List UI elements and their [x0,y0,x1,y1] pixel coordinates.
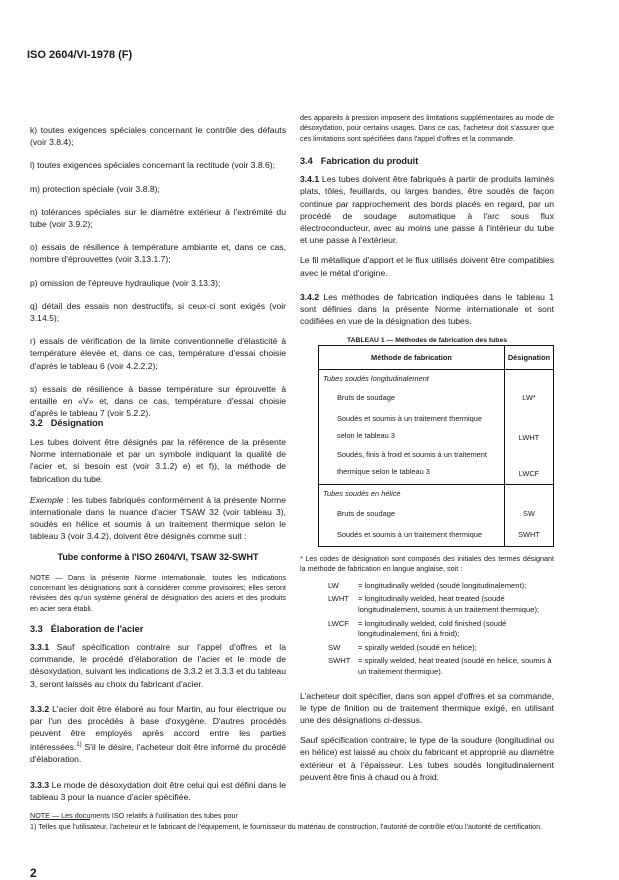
section-3-2 [30,418,286,614]
definition-code: SW [328,642,341,652]
table-row [319,524,554,546]
paragraph [30,703,286,766]
definition-code: LWCF [328,618,349,628]
designation-definitions [328,581,554,681]
table-row [319,502,554,524]
paragraph: Le fil métallique d'apport et le flux utilisés doivent être compatibles avec le métal d'origine. [300,255,554,278]
definition-code: SWHT [328,656,351,666]
footnote: 1) Telles que l'utilisateur, l'acheteur et le fabricant de l'équipement, le fournisseur du matériau de construction, l'autorité de contrôle et/ou l'autorité de certification. [30,822,543,831]
designation-cell: SWHT [518,530,540,540]
designation-cell: LWHT [518,432,540,442]
definition-code: LWHT [328,594,349,604]
table-row [319,446,554,485]
section-heading [30,418,286,428]
list-item: p) omission de l'épreuve hydraulique (voir 3.13.3); [30,277,221,288]
paragraph: L'acheteur doit spécifier, dans son appel d'offres et sa commande, le type de finition ou de traitement thermique exigé, en utilisant une des désignations ci-dessus. [300,690,554,725]
list-item: l) toutes exigences spéciales concernant la rectitude (voir 3.8.6); [30,160,276,171]
clause-text: Sauf spécification contraire sur l'appel d'offres et la commande, le procédé d'élaboration de l'acier et le mode de désoxydation, suivant les indications de 3.3.2 et 3.3.3 et du tableau 3, seront laissés au choix du fabricant d'acier. [30,642,286,689]
method-cell: Soudés et soumis à un traitement thermique [319,524,505,546]
section-title: Élaboration de l'acier [50,624,144,634]
designation-cell: LW* [522,393,536,402]
clause-number: 3.3.1 [30,642,50,652]
footnote-star: * Les codes de désignation sont composés des initiales des termes désignant la méthode de fabrication en langue anglaise, soit : [300,554,554,574]
paragraph: Les tubes doivent être désignés par la référence de la présente Norme internationale et par un symbole indiquant la qualité de l'acier et, si besoin est (voir 3.1.2) e) et f)), la méthode de fabrication du tube. [30,437,286,484]
section-title: Fabrication du produit [320,156,419,167]
note-continued: des appareils à pression imposent des limitations supplémentaires au mode de désoxydation, pour certains usages. Dans ce cas, l'acheteur doit s'assurer que ces limitations sont spécifiées dans l'appel d'offres et la commande. [300,113,554,143]
paragraph [300,173,554,246]
method-cell: Soudés et soumis à un traitement thermique selon le tableau 3 [319,408,505,446]
section-heading [30,624,286,634]
designation-cell: SW [523,508,535,518]
table-header-row [319,346,554,370]
list-item: r) essais de vérification de la limite conventionnelle d'élasticité à température élevée et, dans ce cas, température d'essai choisie d'après le tableau 6 (voir 4.2.2.2); [30,336,286,371]
footnote-divider [30,819,90,820]
clause-number: 3.3.2 [30,703,50,714]
definition-text: = spirally welded, heat treated (soudé en hélice, soumis à un traitement thermique). [358,656,552,676]
paragraph [30,641,286,690]
page-number: 2 [30,866,37,880]
list-item: n) tolérances spéciales sur le diamètre extérieur à l'extrémité du tube (voir 3.9.2); [30,206,286,230]
method-cell: Soudés, finis à froid et soumis à un traitement thermique selon le tableau 3 [319,446,505,485]
clause-text: Les méthodes de fabrication indiquées dans le tableau 1 sont définies dans la présente Norme internationale et sont codifiées en vue de la désignation des tubes. [300,291,554,327]
right-column [300,113,554,349]
method-cell: Bruts de soudage [319,502,505,524]
definition-text: = spirally welded (soudé en hélice); [358,642,477,652]
list-item: q) détail des essais non destructifs, si ceux-ci sont exigés (voir 3.14.5); [30,300,286,324]
clause-number: 3.4.2 [300,291,320,302]
table-footnote [300,554,554,783]
group-title: Tubes soudés en hélice [319,484,505,502]
section-number: 3.4 [300,156,313,167]
clause-text: S'il le désire, l'acheteur doit être informé du procédé d'élaboration. [30,742,286,765]
document-header: ISO 2604/VI-1978 (F) [27,49,133,61]
definition-row [328,643,554,657]
designation-example: Tube conforme à l'ISO 2604/VI, TSAW 32-SWHT [57,551,259,562]
list-item: s) essais de résilience à basse température sur éprouvette à entaille en «V» et, dans ce cas, température d'essai choisie d'après le tableau 7 (voir 5.2.2). [30,383,286,419]
example-label: Exemple [30,494,64,505]
definition-row [328,581,554,595]
clause-number: 3.4.1 [300,174,320,185]
list-item: m) protection spéciale (voir 3.8.8); [30,183,160,194]
table-row [319,408,554,446]
definition-row [328,656,554,680]
list-item: o) essais de résilience à température ambiante et, dans ce cas, nombre d'éprouvettes (voir 3.13.1.7); [30,242,286,265]
definition-row [328,619,554,643]
definition-text: = longitudinally welded (soudé longitudinalement); [358,580,527,590]
table-caption: TABLEAU 1 — Méthodes de fabrication des tubes [347,337,507,345]
clause-number: 3.3.3 [30,779,50,790]
paragraph: Sauf spécification contraire, le type de la soudure (longitudinal ou en hélice) est laissé au choix du fabricant et approprié au diamètre extérieur et à l'épaisseur. Les tubes soudés longitudinalement peuvent être finis à chaud ou à froid. [300,735,554,782]
list-item: k) toutes exigences spéciales concernant le contrôle des défauts (voir 3.8.4); [30,125,286,148]
section-heading [300,156,554,166]
clause-text: Les tubes doivent être fabriqués à partir de produits laminés plats, tôles, feuillards, ou larges bandes, être soudés de façon continue par rapprochement des bords placés en regard, par un procédé de soudage automatique à l'arc sous flux électroconducteur, avec au moins une passe à l'intérieur du tube et une passe à l'extérieur. [300,174,554,246]
fabrication-methods-table [318,345,554,547]
section-number: 3.2 [30,418,43,428]
paragraph [30,779,286,803]
definition-text: = longitudinally welded, heat treated (soudé longitudinalement, soumis à un traitement thermique); [358,594,540,614]
note: NOTE — Dans la présente Norme internationale, toutes les indications concernant les désignations sont à considérer comme provisoires; elles seront révisées dès qu'un système général de désignation des aciers et des produits en acier sera établi. [30,572,286,613]
clause-text: Le mode de désoxydation doit être celui qui est défini dans le tableau 3 pour la nuance d'acier spécifiée. [30,779,286,802]
definition-row [328,594,554,618]
definition-text: = longitudinally welded, cold finished (soudé longitudinalement, fini à froid); [358,618,507,639]
table-row [319,388,554,408]
column-header-method: Méthode de fabrication [319,346,505,370]
example-text: : les tubes fabriqués conformément à la présente Norme internationale dans la nuance d'acier TSAW 32 (voir tableau 3), soudés en hélice et soumis à un traitement thermique selon le tableau 3 (voir 3.4.2), doivent être désignés comme suit : [30,494,286,542]
clause-text: L'acier doit être élaboré au four Martin, au four électrique ou par l'un des procédés à base d'oxygène. D'autres procédés peuvent être employés après accord entre les parties intéressées. [30,703,286,753]
group-title: Tubes soudés longitudinalement [319,370,505,388]
section-title: Désignation [50,418,104,428]
designation-cell: LWCF [518,468,540,478]
requirements-list [30,124,286,419]
example-paragraph [30,494,286,543]
footnote-ref[interactable]: 1) [76,742,82,749]
definition-code: LW [328,580,339,590]
method-cell: Bruts de soudage [319,388,505,408]
paragraph [300,291,554,328]
column-header-designation: Désignation [507,353,551,362]
section-number: 3.3 [30,624,43,634]
section-3-3 [30,624,286,822]
note: NOTE — Les documents ISO relatifs à l'utilisation des tubes pour [30,811,238,821]
